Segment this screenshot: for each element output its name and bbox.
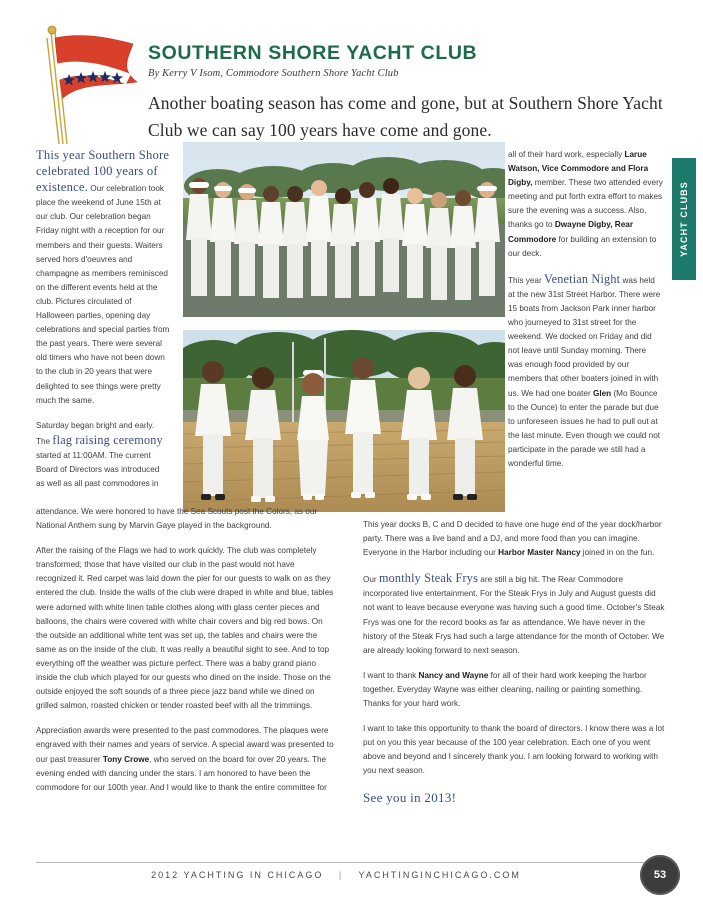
person-name-harbor-master-nancy: Harbor Master Nancy [498, 548, 581, 558]
person-name-tony-crowe: Tony Crowe [102, 754, 150, 764]
paragraph-part-a: all of their hard work, especially [508, 150, 625, 159]
drop-lead-in: This year Southern Shore celebrated 100 years of existence. [36, 148, 170, 195]
paragraph [36, 724, 336, 794]
paragraph [363, 669, 665, 711]
person-name-glen: Glen [592, 388, 612, 398]
right-column-top [508, 148, 663, 471]
footer-separator: | [338, 870, 344, 880]
page-number: 53 [653, 869, 667, 881]
text-after-lead: are still a big hit. The Rear Commodore incorporated live entertainment. For the Steak Frys in July and August guests did not want to leave because everyone was having such a good time. October's Steak Frys was one for the record books as far as attendance. We have never in the history of the Steak Frys had such a large attendance for the month of October. We are already looking forward to next season. [363, 575, 665, 655]
signoff: See you in 2013! [363, 789, 457, 805]
masthead [148, 43, 668, 143]
paragraph: I want to take this opportunity to thank the board of directors. I know there was a lot put on you this year because of the 100 year celebration. Each one of you went above and beyond and I sincerely thank you. I am looking forward to working with you next season. [363, 724, 665, 776]
paragraph-part-b: (Mo Bounce to the Ounce) to enter the parade but due to unforeseen issues he had to pull out at the last minute. Even though we could not participate in the parade we still had a wonderful time. [508, 388, 661, 468]
paragraph-part-a: was held at the new 31st Street Harbor. There were 15 boats from Jackson Park inner harbor who journeyed to 31st street for the weekend. We docked on Friday and did not leave until Sunday morning. There was enough food provided by our members that other boaters joined in with us. We had one boater [508, 275, 661, 398]
text-before-lead: Our [363, 575, 379, 585]
person-name-nancy-and-wayne: Nancy and Wayne [418, 670, 489, 680]
paragraph [36, 148, 170, 408]
burgee-flag-icon [33, 24, 151, 149]
paragraph [508, 272, 663, 471]
paragraph-rest: Our celebration took place the weekend of June 15th at our club. Our celebration began Friday night with a reception for our members and their guests. Waiters served hors d'oeuvres and champagne as members reminisced on the different events held at the club. Pictures circulated of Halloween parties, opening day celebrations and special parties from the past years. There were several old timers who have not been down to the club in 20 years that were delighted to see things were pretty much the same. [36, 184, 170, 405]
paragraph-text: attendance. We were honored to have the Sea Scouts post the Colors, as our National Anthem sung by Marvin Gaye played in the background. [36, 507, 318, 531]
paragraph [363, 571, 665, 658]
byline: By Kerry V Isom, Commodore Southern Shore Yacht Club [148, 68, 399, 80]
section-tab-label: YACHT CLUBS [679, 181, 689, 257]
paragraph [363, 518, 665, 560]
photo-members-group [183, 142, 505, 317]
inline-lead-venetian-night: Venetian Night [543, 271, 621, 286]
paragraph-part-b: , who served on the board for over 20 years. The evening ended with dancing under the stars. I am honored to have been the commodore for our 100th year. And I would like to thank the entire committee for [36, 754, 327, 792]
footer-website[interactable]: YACHTINGINCHICAGO.COM [358, 870, 521, 880]
page-title: SOUTHERN SHORE YACHT CLUB [148, 42, 478, 64]
paragraph-part-b: joined in on the fun. [580, 548, 655, 558]
paragraph: After the raising of the Flags we had to work quickly. The club was completely transformed; those that have visited our club in the past would not have recognized it. Red carpet was laid down the pier for our guests to walk on as they entered the club. Inside the walls of the club were draped in white and blue, tables were adorned with white linen table clothes along with glass center pieces and balloons, the chairs were covered with white chair covers and big red bows. On the outside an additional white tent was set up, the tables and chairs were the same as on the inside of the club. It was really a beautiful sight to see. And to top everything off the weather was picture perfect. There was a baby grand piano inside the club which played for our guests who dined on the inside. Those on the outside enjoyed the soft sounds of a three piece jazz band while we dined on grilled salmon, roasted chicken or tender roasted beef with all the trimmings. [36, 546, 334, 711]
left-column-wide [36, 505, 336, 795]
section-tab-yacht-clubs [672, 158, 696, 280]
footer-issue-label: 2012 YACHTING IN CHICAGO [151, 870, 324, 880]
person-name-dwayne-digby: Dwayne Digby, Rear Commodore [508, 220, 633, 244]
paragraph-part-a: Appreciation awards were presented to the past commodores. The plaques were engraved with their names and years of service. A special award was presented to our past treasurer [36, 726, 334, 764]
right-column-bottom [363, 518, 665, 805]
paragraph-part-b: member. These two attended every meeting and put forth extra effort to makes sure the evening was a success. Also, thanks go to [508, 178, 663, 230]
footer-divider [36, 862, 667, 863]
text-after-lead: started at 11:00AM. The current Board of Directors was introduced as well as all past commodores in [36, 450, 160, 489]
person-name-larue-watson: Larue Watson, Vice Commodore and Flora Digby, [508, 150, 649, 188]
left-column-top [36, 148, 170, 491]
article-deck: Another boating season has come and gone, but at Southern Shore Yacht Club we can say 100 years have come and gone. [148, 93, 663, 140]
paragraph-part-b: for all of their hard work keeping the harbor together. Everyday Wayne was either cleaning, nailing or painting something. Thanks for your hard work. [363, 670, 647, 709]
paragraph [36, 505, 336, 533]
text-before-lead: This year [508, 275, 544, 285]
photo-board-on-deck [183, 330, 505, 512]
page-number-badge [640, 855, 680, 895]
paragraph-part-c: for building an extension to our deck. [508, 234, 657, 258]
paragraph-part-a: This year docks B, C and D decided to have one huge end of the year dock/harbor party. There was a live band and a DJ, and more food than you can imagine. Everyone in the Harbor including our [363, 520, 662, 558]
paragraph-part-a: I want to thank [363, 670, 419, 680]
paragraph [508, 148, 663, 261]
inline-lead-steak-frys: monthly Steak Frys [378, 571, 479, 586]
paragraph [36, 419, 170, 491]
inline-lead: flag raising ceremony [52, 432, 163, 447]
footer [36, 870, 636, 880]
text-before-lead: Saturday began bright and early. The [36, 420, 155, 446]
